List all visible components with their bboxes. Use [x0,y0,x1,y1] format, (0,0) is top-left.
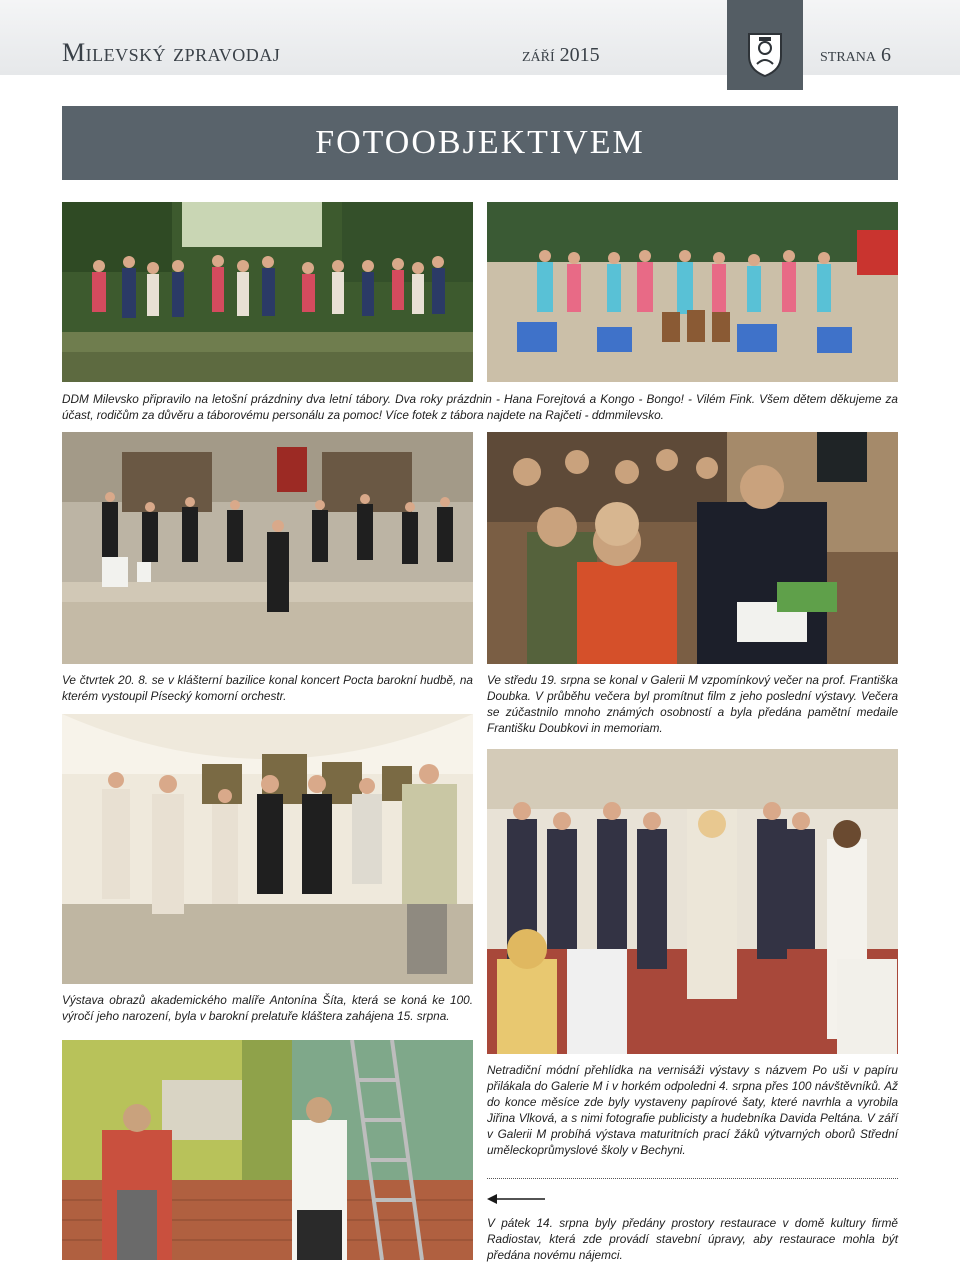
crest-tab [727,0,803,90]
photo-camp-group-sand [487,202,898,382]
caption-exhibition: Výstava obrazů akademického malíře Antonína Šíta, která se koná ke 100. výročí jeho narození, byla v barokní prelatuře kláštera zahájena 15. srpna. [62,993,473,1023]
caption-fashion: Netradiční módní přehlídka na vernisáži výstavy s názvem Po uši v papíru přilákala do Galerie M i v horkém odpoledni 4. srpna přes 100 návštěvníků. Až do konce měsíce zde byly vystaveny papírové šaty, které navrhla a vyrobila Jiřina Vlková, a s nimi fotografie publicisty a hudebníka Davida Peltána. V září v Galerii M probíhá výstava maturitních prací žáků výtvarných oborů Střední uměleckoprůmyslové školy v Bechyni. [487,1063,898,1157]
page-number: strana 6 [820,44,892,66]
town-crest-icon [745,30,785,78]
section-banner: FOTOOBJEKTIVEM [62,106,898,180]
photo-concert-basilica [62,432,473,664]
photo-paper-fashion-show [487,749,898,1054]
caption-concert: Ve čtvrtek 20. 8. se v klášterní bazilice konal koncert Pocta barokní hudbě, na kterém vystoupil Písecký komorní orchestr. [62,673,473,703]
dotted-divider [487,1178,898,1179]
issue-date: září 2015 [522,44,600,66]
photo-restaurant-construction [62,1040,473,1260]
caption-restaurant: V pátek 14. srpna byly předány prostory restaurace v domě kultury firmě Radiostav, která zde provádí stavební úpravy, aby restaurace mohla být předána novému nájemci. [487,1216,898,1262]
left-arrow-icon [487,1192,547,1210]
photo-memorial-evening [487,432,898,664]
photo-exhibition-prelature [62,714,473,984]
caption-memorial: Ve středu 19. srpna se konal v Galerii M vzpomínkový večer na prof. Františka Doubka. V průběhu večera byl promítnut film z jeho poslední výstavy. Večera se zúčastnilo mnoho známých osobností a byla předána pamětní medaile Františku Doubkovi in memoriam. [487,673,898,735]
caption-camps: DDM Milevsko připravilo na letošní prázdniny dva letní tábory. Dva roky prázdnin - Hana Forejtová a Kongo - Bongo! - Vilém Fink. Všem dětem děkujeme za účast, rodičům za důvěru a táborovému personálu za pomoc! Více fotek z tábora najdete na Rajčeti - ddmmilevsko. [62,392,898,422]
masthead: Milevský zpravodaj [62,38,281,67]
photo-camp-group-park [62,202,473,382]
